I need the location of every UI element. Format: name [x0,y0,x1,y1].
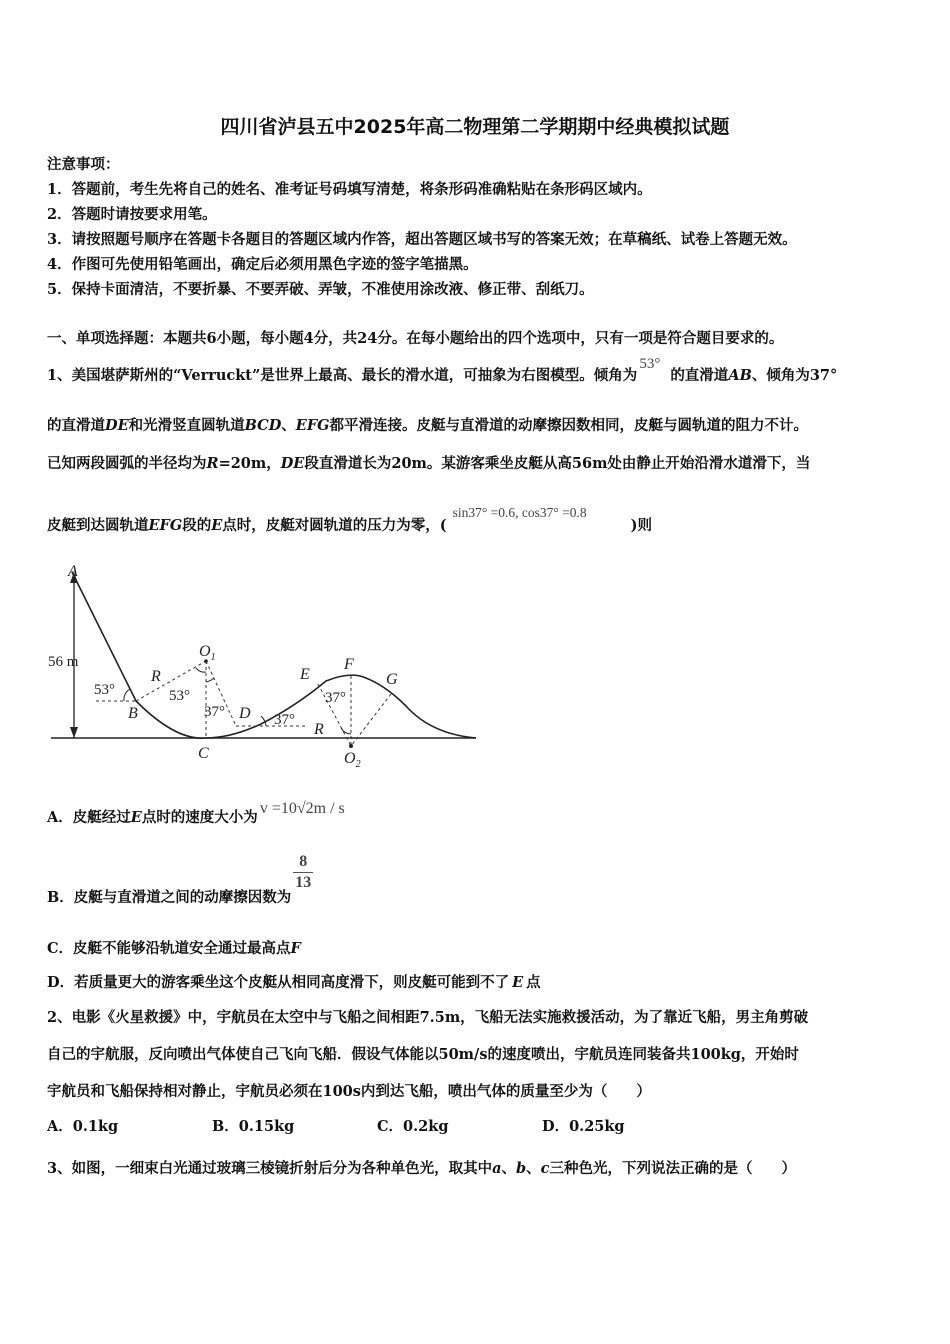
q1-line-2 [47,414,808,435]
q3-text: 3、如图，一细束白光通过玻璃三棱镜折射后分为各种单色光，取其中 [47,1160,493,1177]
q1-var-efg: EFG [148,517,183,534]
q3-var-a: a [492,1160,502,1177]
q1-text: =20m， [218,455,281,472]
q1-line-3 [47,452,810,473]
point-label-d: D [239,705,251,722]
q1-text: 和光滑竖直圆轨道 [128,417,245,434]
angle-arc [341,728,351,734]
q1-var-de: DE [105,417,129,434]
q1-text: 的直滑道 [670,367,729,384]
center-point-o2 [349,744,353,748]
velocity-formula: v =10√2m / s [259,800,345,817]
q2-option-b[interactable]: B．0.15kg [212,1118,295,1135]
option-text: A．皮艇经过 [47,809,131,826]
q1-text: 段的 [182,517,212,534]
fraction-denominator: 13 [295,874,312,891]
point-label-c: C [198,745,209,762]
q1-var-f: F [290,940,301,957]
q1-var-ab: AB [728,367,752,384]
q1-var-e: E [512,974,524,991]
q1-line-4 [47,505,653,535]
q1-var-efg: EFG [295,417,330,434]
q1-text: 都平滑连接。皮艇与直滑道的动摩擦因数相同，皮艇与圆轨道的阻力不计。 [329,417,809,434]
q3-var-b: b [516,1160,527,1177]
notice-heading: 注意事项： [47,156,120,173]
q3-var-c: c [540,1160,550,1177]
q1-text: 已知两段圆弧的半径均为 [47,455,207,472]
fraction-numerator: 8 [293,852,313,873]
notice-item: 1．答题前，考生先将自己的姓名、准考证号码填写清楚，将条形码准确粘贴在条形码区域内。 [47,181,652,198]
option-text: 点 [526,974,541,991]
q1-text: 的直滑道 [47,417,105,434]
q1-text: 1、美国堪萨斯州的“Verruckt”是世界上最高、最长的滑水道，可抽象为右图模型。倾角为 [47,367,638,384]
notice-item: 2．答题时请按要求用笔。 [47,206,217,223]
q3-text: 、 [501,1160,516,1177]
q2-line-2: 自己的宇航服，反向喷出气体使自己飞向飞船．假设气体能以50m/s的速度喷出，宇航员连同装备共100kg，开始时 [47,1046,799,1063]
radius-label: R [151,668,161,685]
q1-text: 、 [281,417,296,434]
option-text: 点时的速度大小为 [141,809,258,826]
q2-option-d[interactable]: D．0.25kg [542,1118,625,1135]
q3-text: 三种色光，下列说法正确的是（ ） [549,1160,796,1177]
radius-label: R [314,721,324,738]
angle-label: 53° [169,688,190,704]
notice-item: 3．请按照题号顺序在答题卡各题目的答题区域内作答，超出答题区域书写的答案无效；在草稿纸、试卷上答题无效。 [47,231,797,248]
q1-var-e: E [211,517,223,534]
q1-text: 、倾角为37° [751,367,838,384]
angle-label: 37° [274,712,295,728]
q1-option-d[interactable] [47,971,541,992]
point-label-e: E [300,666,310,683]
q1-option-b[interactable] [47,852,313,906]
angle-label: 37° [204,704,225,720]
q1-text: 皮艇到达圆轨道 [47,517,149,534]
angle-label: 53° [94,682,115,698]
q1-text: 点时，皮艇对圆轨道的压力为零，( [222,517,447,534]
q2-option-a[interactable]: A．0.1kg [47,1118,119,1135]
q1-line-1 [47,356,838,385]
center-label-o2: $O_2$ [344,750,361,770]
q1-var-de: DE [280,455,305,472]
point-label-g: G [386,671,398,688]
q1-text: 段直滑道长为20m。某游客乘坐皮艇从高56m处由静止开始沿滑水道滑下，当 [304,455,811,472]
option-text: B．皮艇与直滑道之间的动摩擦因数为 [47,888,292,906]
angle-arc [124,689,130,701]
angle-arc [206,678,214,682]
notice-item: 4．作图可先使用铅笔画出，确定后必须用黑色字迹的签字笔描黑。 [47,256,478,273]
q1-option-a[interactable] [47,800,345,827]
q1-option-c[interactable] [47,937,301,958]
center-label-o1: $O_1$ [199,643,216,663]
q2-line-1: 2、电影《火星救援》中，宇航员在太空中与飞船之间相距7.5m，飞船无法实施救援活动，为了靠近飞船，男主角剪破 [47,1009,809,1026]
q1-var-e: E [130,809,142,826]
notice-item: 5．保持卡面清洁，不要折暴、不要弄破、弄皱，不准使用涂改液、修正带、刮纸刀。 [47,281,594,298]
q3-line-1 [47,1157,796,1178]
angle-arc [196,668,206,672]
water-slide-diagram [46,556,486,776]
section-heading: 一、单项选择题：本题共6小题，每小题4分，共24分。在每小题给出的四个选项中，只有一项是符合题目要求的。 [47,330,784,347]
angle-label: 37° [325,690,346,706]
q1-var-bcd: BCD [244,417,282,434]
q1-trig-values: sin37° =0.6, cos37° =0.8 [452,505,587,520]
point-label-a: A [68,563,78,580]
page-title: 四川省泸县五中2025年高二物理第二学期期中经典模拟试题 [220,116,730,138]
q1-var-r: R [206,455,219,472]
friction-fraction [293,852,313,893]
q3-text: 、 [526,1160,541,1177]
point-label-f: F [344,656,354,673]
q2-line-3: 宇航员和飞船保持相对静止，宇航员必须在100s内到达飞船，喷出气体的质量至少为（ ） [47,1083,651,1100]
option-text: D．若质量更大的游客乘坐这个皮艇从相同高度滑下，则皮艇可能到不了 [47,974,510,991]
option-text: C．皮艇不能够沿轨道安全通过最高点 [47,940,291,957]
q1-text: )则 [630,517,653,534]
height-label: 56 m [48,654,79,670]
point-label-b: B [128,705,138,722]
arrow-head-down [70,727,78,738]
q2-option-c[interactable]: C．0.2kg [377,1118,449,1135]
q1-angle-53: 53° [639,356,661,372]
